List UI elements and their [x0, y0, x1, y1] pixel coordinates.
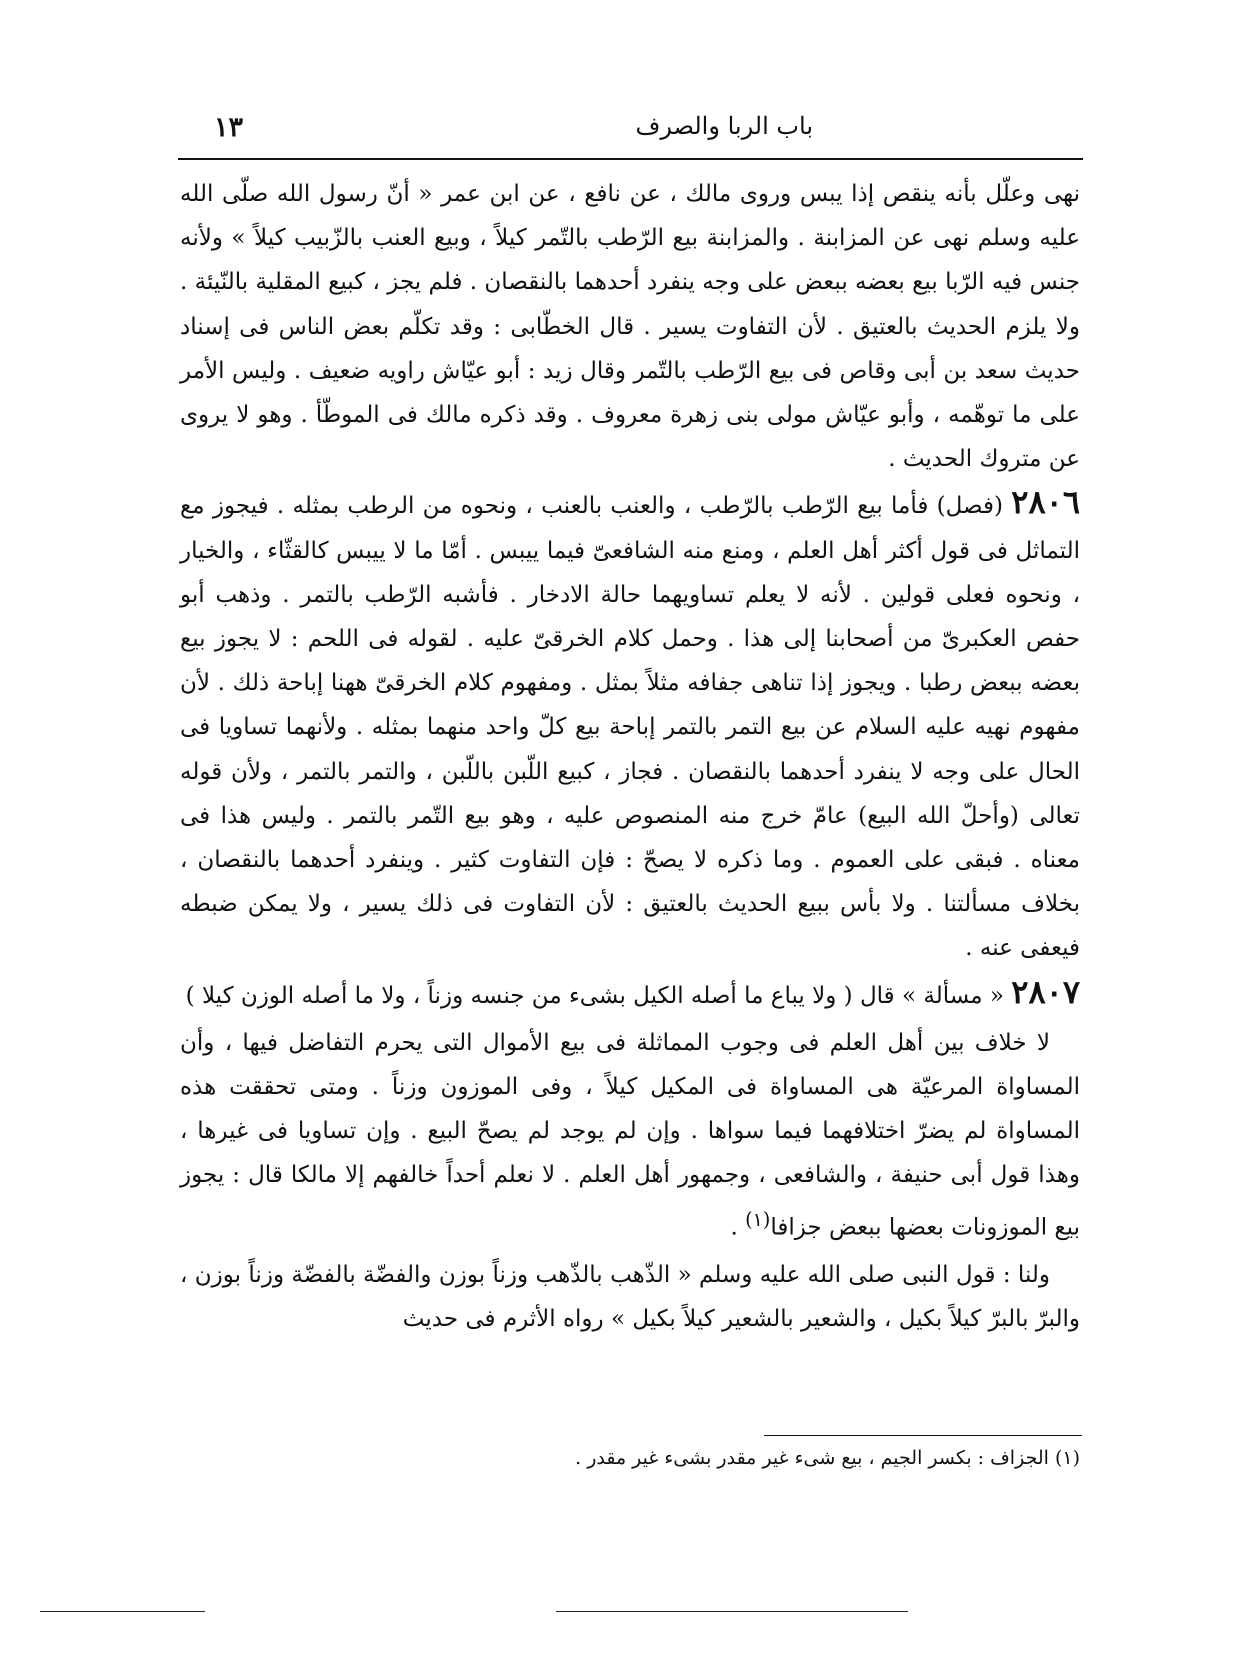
running-title: باب الربا والصرف: [635, 112, 813, 140]
paragraph-3-text: « مسألة » قال ( ولا يباع ما أصله الكيل بشىء من جنسه وزناً ، ولا ما أصله الوزن كيلا ): [185, 982, 1004, 1009]
paragraph-4: [180, 1021, 1080, 1250]
page-number: ١٣: [214, 112, 244, 143]
paragraph-4-text: لا خلاف بين أهل العلم فى وجوب المماثلة فى بيع الأموال التى يحرم التفاضل فيها ، وأن المساواة المرعيّة هى المساواة فى المكيل كيلاً ، وفى الموزون وزناً . ومتى تحققت هذه المساواة لم يضرّ اختلافهما فيما سواها . وإن لم يوجد لم يصحّ البيع . وإن تساويا فى غيرها ، وهذا قول أبى حنيفة ، والشافعى ، وجمهور أهل العلم . لا نعلم أحداً خالفهم إلا مالكا قال : يجوز بيع الموزونات بعضها ببعض جزافا: [180, 1029, 1080, 1241]
paragraph-2: [180, 484, 1080, 970]
section-number-2807: ٢٨٠٧: [1011, 972, 1080, 1011]
footnote: (١) الجزاف : بكسر الجيم ، بيع شىء غير مقدر بشىء غير مقدر .: [575, 1447, 1080, 1469]
page-header: [178, 112, 1083, 152]
paragraph-5: ولنا : قول النبى صلى الله عليه وسلم « الذّهب بالذّهب وزناً بوزن والفضّة بالفضّة وزناً بوزن ، والبرّ بالبرّ كيلاً بكيل ، والشعير بالشعير كيلاً بكيل » رواه الأثرم فى حديث: [180, 1261, 1080, 1332]
bottom-rule-left: [40, 1611, 205, 1612]
section-number-2806: ٢٨٠٦: [1011, 483, 1080, 522]
paragraph-1: نهى وعلّل بأنه ينقص إذا يبس وروى مالك ، عن نافع ، عن ابن عمر « أنّ رسول الله صلّى الله عليه وسلم نهى عن المزابنة . والمزابنة بيع الرّطب بالتّمر كيلاً ، وبيع العنب بالزّبيب كيلاً » ولأنه جنس فيه الرّبا بيع بعضه ببعض على وجه ينفرد أحدهما بالنقصان . فلم يجز ، كبيع المقلية بالنّيئة . ولا يلزم الحديث بالعتيق . لأن التفاوت يسير . قال الخطّابى : وقد تكلّم بعض الناس فى إسناد حديث سعد بن أبى وقاص فى بيع الرّطب بالتّمر وقال زيد : أبو عيّاش راويه ضعيف . وليس الأمر على ما توهّمه ، وأبو عيّاش مولى بنى زهرة معروف . وقد ذكره مالك فى الموطّأ . وهو لا يروى عن متروك الحديث .: [180, 181, 1080, 473]
body-text: [180, 172, 1080, 1341]
header-rule: [178, 158, 1083, 160]
paragraph-3: [180, 974, 1080, 1018]
paragraph-2-text: (فصل) فأما بيع الرّطب بالرّطب ، والعنب بالعنب ، ونحوه من الرطب بمثله . فيجوز مع التماثل فى قول أكثر أهل العلم ، ومنع منه الشافعىّ فيما ييبس . أمّا ما لا ييبس كالقثّاء ، والخيار ، ونحوه فعلى قولين . لأنه لا يعلم تساويهما حالة الادخار . فأشبه الرّطب بالتمر . وذهب أبو حفص العكبرىّ من أصحابنا إلى هذا . وحمل كلام الخرقىّ عليه . لقوله فى اللحم : لا يجوز بيع بعضه ببعض رطبا . ويجوز إذا تناهى جفافه مثلاً بمثل . ومفهوم كلام الخرقىّ ههنا إباحة ذلك . لأن مفهوم نهيه عليه السلام عن بيع التمر بالتمر إباحة بيع كلّ واحد منهما بمثله . ولأنهما تساويا فى الحال على وجه لا ينفرد أحدهما بالنقصان . فجاز ، كبيع اللّبن باللّبن ، والتمر بالتمر ، ولأن قوله تعالى (وأحلّ الله البيع) عامّ خرج منه المنصوص عليه ، وهو بيع التّمر بالتمر . وليس هذا فى معناه . فبقى على العموم . وما ذكره لا يصحّ : فإن التفاوت كثير . وينفرد أحدهما بالنقصان ، بخلاف مسألتنا . ولا بأس ببيع الحديث بالعتيق : لأن التفاوت فى ذلك يسير ، ولا يمكن ضبطه فيعفى عنه .: [180, 493, 1080, 962]
footnote-rule: [764, 1435, 1082, 1436]
footnote-reference: (١): [745, 1207, 771, 1231]
paragraph-4-end: .: [730, 1214, 746, 1241]
bottom-rule-right: [556, 1611, 908, 1612]
